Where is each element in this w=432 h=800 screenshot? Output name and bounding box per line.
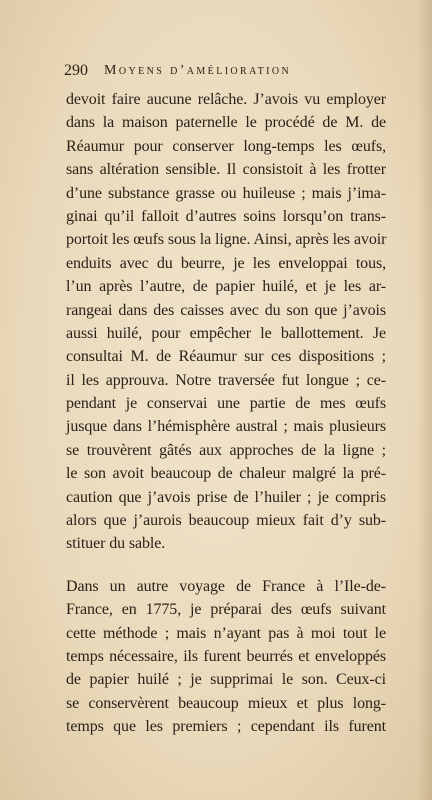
text-line: aussi huilé, pour empêcher le ballottement. Je	[66, 324, 386, 342]
page-header	[64, 62, 384, 88]
text-line: alors que j’aurois beaucoup mieux fait d’y sub-	[66, 512, 386, 530]
text-line: Dans un autre voyage de France à l’Ile-de-	[66, 577, 386, 595]
text-line: enduits avec du beurre, je les enveloppai tous,	[66, 254, 386, 272]
text-line: il les approuva. Notre traversée fut longue ; ce-	[66, 371, 386, 389]
text-line: se conservèrent beaucoup mieux et plus long-	[66, 694, 386, 712]
text-line: sans altération sensible. Il consistoit à les frotter	[66, 161, 386, 179]
text-line: rangeai dans des caisses avec du son que j’avois	[66, 301, 386, 319]
text-line: France, en 1775, je préparai des œufs suivant	[66, 601, 386, 619]
text-line: caution que j’avois prise de l’huiler ; je compris	[66, 488, 386, 506]
text-line: Réaumur pour conserver long-temps les œufs,	[66, 137, 386, 155]
text-line: portoit les œufs sous la ligne. Ainsi, après les avoir	[66, 231, 387, 249]
running-head: Moyens d’amélioration	[104, 63, 292, 78]
body-text	[66, 88, 386, 739]
text-line: jusque dans l’hémisphère austral ; mais plusieurs	[66, 418, 386, 436]
paragraph-1	[66, 88, 386, 556]
text-line: d’une substance grasse ou huileuse ; mais j’ima-	[66, 184, 386, 202]
text-line: le son avoit beaucoup de chaleur malgré la pré-	[66, 465, 386, 483]
text-line: de papier huilé ; je supprimai le son. Ceux-ci	[66, 671, 386, 689]
text-line: temps que les premiers ; cependant ils furent	[66, 718, 386, 736]
text-line: l’un après l’autre, de papier huilé, et je les ar-	[66, 278, 386, 296]
text-line: pendant je conservai une partie de mes œufs	[66, 395, 386, 413]
page-edge-shadow	[418, 0, 432, 800]
page-number: 290	[64, 62, 88, 79]
text-line: stituer du sable.	[66, 535, 166, 553]
text-line: devoit faire aucune relâche. J’avois vu employer	[66, 91, 386, 108]
text-line: se trouvèrent gâtés aux approches de la ligne ;	[66, 441, 386, 459]
text-line: cette méthode ; mais n’ayant pas à moi tout le	[66, 624, 386, 642]
text-line: dans la maison paternelle le procédé de M. de	[66, 114, 386, 132]
paragraph-2	[66, 575, 386, 739]
text-line: temps nécessaire, ils furent beurrés et enveloppés	[66, 647, 386, 665]
paragraph-spacer	[66, 556, 386, 575]
text-line: ginai qu’il falloit d’autres soins lorsqu’on trans-	[66, 207, 386, 225]
text-line: consultai M. de Réaumur sur ces dispositions ;	[66, 348, 386, 366]
